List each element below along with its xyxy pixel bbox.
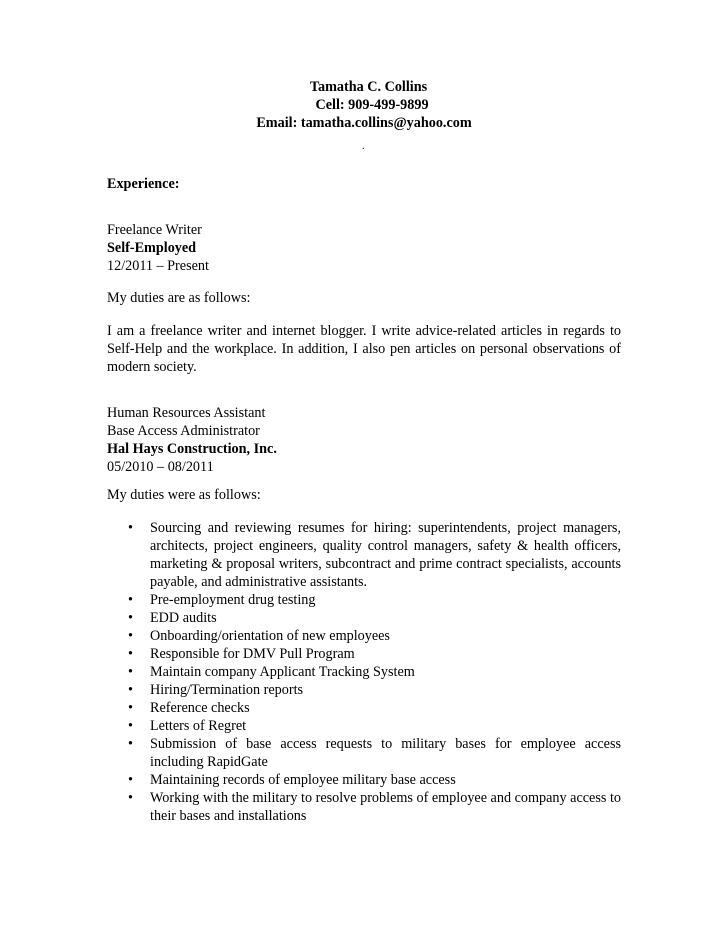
- job-employer: Self-Employed: [107, 240, 197, 256]
- job-dates: 12/2011 – Present: [107, 258, 209, 274]
- bullet-icon: •: [128, 628, 133, 644]
- bullet-icon: •: [128, 664, 133, 680]
- list-item-text: Pre-employment drug testing: [150, 592, 316, 608]
- list-item: [107, 627, 621, 645]
- list-item: [107, 645, 621, 663]
- list-item: [107, 735, 621, 771]
- bullet-icon: •: [128, 610, 133, 626]
- list-item: [107, 717, 621, 735]
- list-item: [107, 681, 621, 699]
- list-item: [107, 699, 621, 717]
- job-title: Human Resources Assistant: [107, 405, 266, 421]
- list-item-text: Reference checks: [150, 700, 250, 716]
- bullet-icon: •: [128, 520, 133, 536]
- candidate-email: Email: tamatha.collins@yahoo.com: [256, 115, 472, 131]
- list-item-text: Maintaining records of employee military base access: [150, 772, 456, 788]
- list-item: [107, 771, 621, 789]
- list-item: [107, 789, 621, 825]
- contact-header: [0, 78, 728, 132]
- duties-intro: My duties are as follows:: [107, 290, 251, 306]
- list-item-text: Working with the military to resolve problems of employee and company access to their bases and installations: [150, 790, 621, 824]
- list-item-text: Responsible for DMV Pull Program: [150, 646, 355, 662]
- bullet-icon: •: [128, 592, 133, 608]
- bullet-icon: •: [128, 700, 133, 716]
- bullet-icon: •: [128, 736, 133, 752]
- bullet-icon: •: [128, 682, 133, 698]
- bullet-icon: •: [128, 772, 133, 788]
- list-item-text: EDD audits: [150, 610, 217, 626]
- bullet-icon: •: [128, 718, 133, 734]
- job-title: Freelance Writer: [107, 222, 202, 238]
- list-item: [107, 609, 621, 627]
- list-item-text: Letters of Regret: [150, 718, 247, 734]
- job-hal-hays: [107, 404, 621, 476]
- bullet-icon: •: [128, 790, 133, 806]
- job-dates: 05/2010 – 08/2011: [107, 459, 214, 475]
- list-item: [107, 663, 621, 681]
- list-item-text: Onboarding/orientation of new employees: [150, 628, 390, 644]
- list-item-text: Hiring/Termination reports: [150, 682, 304, 698]
- list-item: [107, 591, 621, 609]
- experience-heading: Experience:: [107, 176, 180, 192]
- job-description: I am a freelance writer and internet blogger. I write advice-related articles in regards to Self-Help and the workplace. In addition, I also pen articles on personal observations of modern society.: [107, 323, 621, 375]
- list-item-text: Sourcing and reviewing resumes for hiring: superintendents, project managers, architects, project engineers, quality control managers, safety & health officers, marketing & proposal writers, subcontract and prime contract specialists, accounts payable, and administrative assistants.: [150, 520, 621, 590]
- list-item-text: Maintain company Applicant Tracking System: [150, 664, 415, 680]
- bullet-icon: •: [128, 646, 133, 662]
- list-item: [107, 519, 621, 591]
- candidate-name: Tamatha C. Collins: [309, 79, 428, 95]
- job-employer: Hal Hays Construction, Inc.: [107, 441, 277, 457]
- duties-list: [107, 519, 621, 825]
- list-item-text: Submission of base access requests to military bases for employee access including RapidGate: [150, 736, 621, 770]
- stray-dot: .: [362, 141, 365, 152]
- duties-intro: My duties were as follows:: [107, 487, 261, 503]
- job-freelance: [107, 221, 621, 275]
- job-title-secondary: Base Access Administrator: [107, 423, 260, 439]
- candidate-phone: Cell: 909-499-9899: [315, 97, 429, 113]
